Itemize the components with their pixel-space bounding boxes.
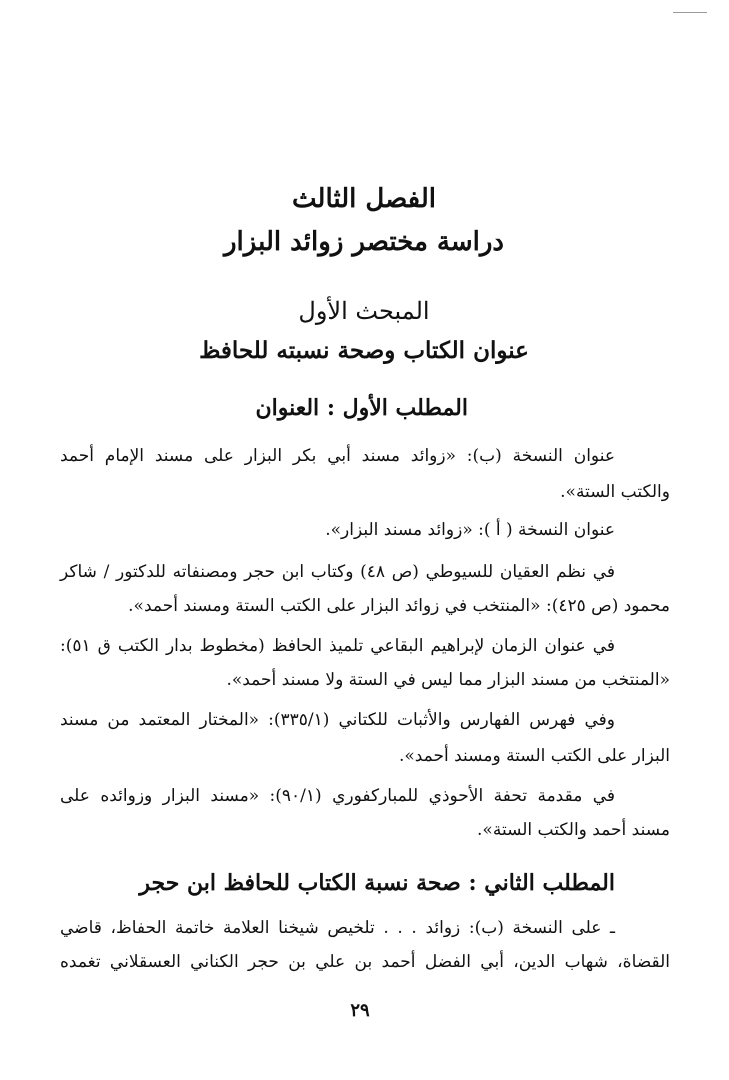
paragraph-line: «المنتخب من مسند البزار مما ليس في الستة ولا مسند أحمد». bbox=[226, 670, 670, 690]
section-number-heading: المبحث الأول bbox=[298, 297, 430, 325]
paragraph-line: وفي فهرس الفهارس والأثبات للكتاني (٣٣٥/١): «المختار المعتمد من مسند bbox=[60, 710, 615, 730]
paragraph-line: محمود (ص ٤٢٥): «المنتخب في زوائد البزار على الكتب الستة ومسند أحمد». bbox=[128, 596, 670, 616]
paragraph-line: في عنوان الزمان لإبراهيم البقاعي تلميذ الحافظ (مخطوط بدار الكتب ق ٥١): bbox=[60, 636, 615, 656]
paragraph-line: في مقدمة تحفة الأحوذي للمباركفوري (٩٠/١): «مسند البزار وزوائده على bbox=[60, 786, 616, 806]
chapter-number-heading: الفصل الثالث bbox=[292, 184, 436, 214]
subsection-2-heading: المطلب الثاني : صحة نسبة الكتاب للحافظ ابن حجر bbox=[139, 870, 615, 896]
paragraph-line: البزار على الكتب الستة ومسند أحمد». bbox=[398, 746, 670, 766]
paragraph-line: في نظم العقيان للسيوطي (ص ٤٨) وكتاب ابن حجر ومصنفاته للدكتور / شاكر bbox=[60, 562, 616, 582]
paragraph-line: القضاة، شهاب الدين، أبي الفضل أحمد بن علي بن حجر الكناني العسقلاني تغمده bbox=[60, 952, 670, 972]
chapter-title-heading: دراسة مختصر زوائد البزار bbox=[223, 227, 505, 257]
paragraph-line: ـ على النسخة (ب): زوائد . . . تلخيص شيخنا العلامة خاتمة الحفاظ، قاضي bbox=[60, 918, 615, 938]
page-number: ٢٩ bbox=[350, 1000, 370, 1021]
section-title-heading: عنوان الكتاب وصحة نسبته للحافظ bbox=[199, 337, 529, 364]
corner-scan-mark bbox=[673, 12, 707, 13]
paragraph-line: والكتب الستة». bbox=[560, 482, 670, 502]
paragraph-line: عنوان النسخة (ب): «زوائد مسند أبي بكر البزار على مسند الإمام أحمد bbox=[60, 446, 615, 466]
paragraph-line: مسند أحمد والكتب الستة». bbox=[477, 820, 670, 840]
subsection-1-heading: المطلب الأول : العنوان bbox=[255, 395, 468, 421]
paragraph-line: عنوان النسخة ( أ ): «زوائد مسند البزار». bbox=[325, 520, 615, 540]
